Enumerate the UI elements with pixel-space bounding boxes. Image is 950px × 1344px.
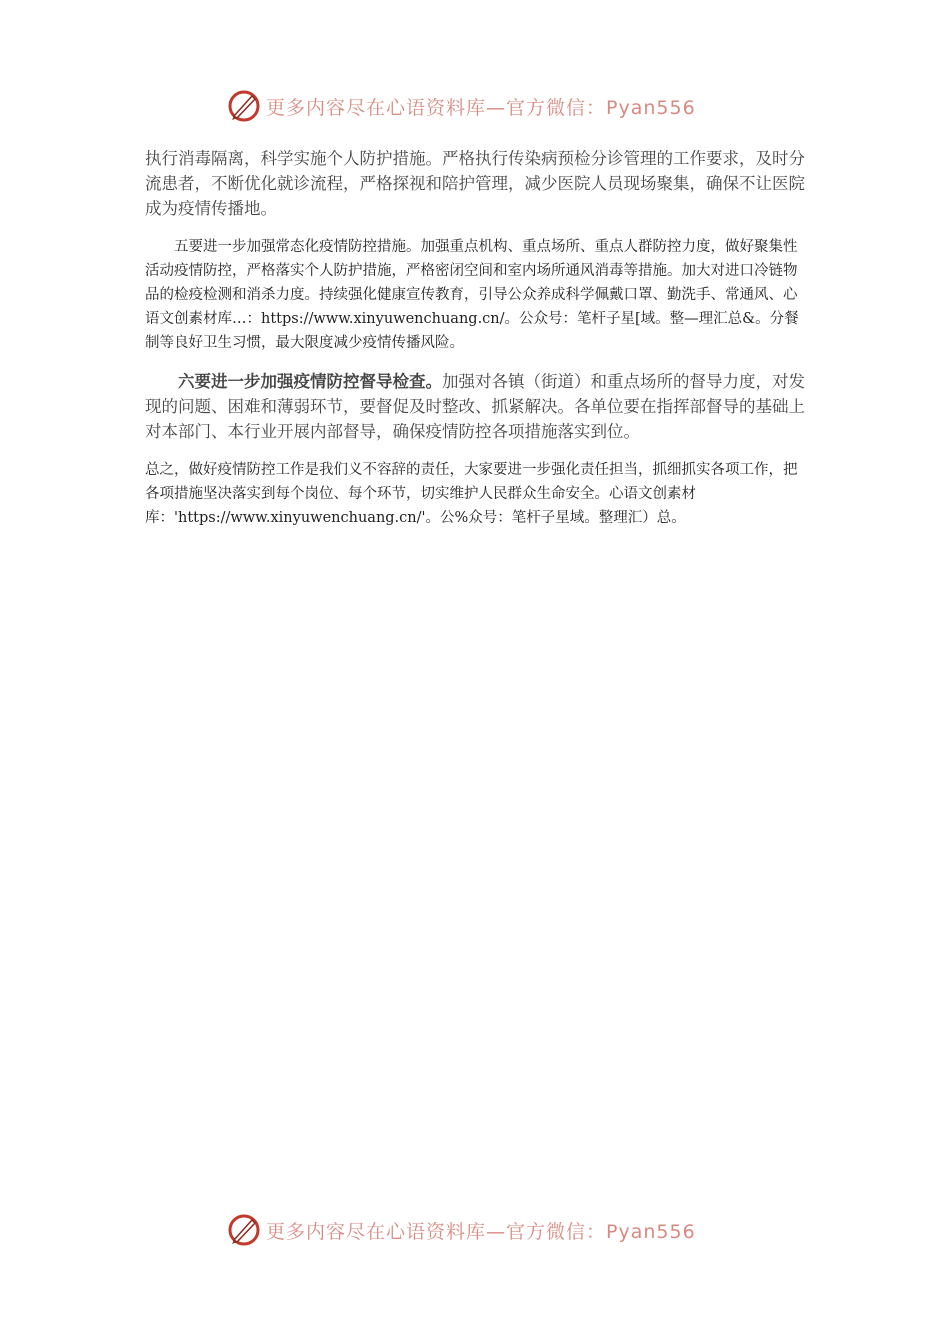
paragraph-3-heading: 六要进一步加强疫情防控督导检查。 xyxy=(178,372,442,391)
paragraph-3 xyxy=(145,369,805,444)
footer-banner-text: 更多内容尽在心语资料库—官方微信：Pyan556 xyxy=(266,1220,696,1243)
pen-logo-icon xyxy=(226,1212,262,1248)
document-body xyxy=(145,146,805,530)
header-banner xyxy=(226,86,746,126)
paragraph-2: 五要进一步加强常态化疫情防控措施。加强重点机构、重点场所、重点人群防控力度，做好聚集性活动疫情防控，严格落实个人防护措施，严格密闭空间和室内场所通风消毒等措施。加大对进口冷链物品的检疫检测和消杀力度。持续强化健康宣传教育，引导公众养成科学佩戴口罩、勤洗手、常通风、心语文创素材库…：https://www.xinyuwenchuang.cn/。公众号：笔杆子星[域。整—理汇总&。分餐制等良好卫生习惯，最大限度减少疫情传播风险。 xyxy=(145,239,799,351)
paragraph-3-text: 加强对各镇（街道）和重点场所的督导力度，对发现的问题、困难和薄弱环节，要督促及时整改、抓紧解决。各单位要在指挥部督导的基础上对本部门、本行业开展内部督导，确保疫情防控各项措施落实到位。 xyxy=(145,372,805,441)
header-banner-text: 更多内容尽在心语资料库—官方微信：Pyan556 xyxy=(266,96,696,119)
footer-banner xyxy=(226,1210,746,1250)
pen-logo-icon xyxy=(226,88,262,124)
paragraph-1: 执行消毒隔离，科学实施个人防护措施。严格执行传染病预检分诊管理的工作要求，及时分流患者，不断优化就诊流程，严格探视和陪护管理，减少医院人员现场聚集，确保不让医院成为疫情传播地。 xyxy=(145,149,805,218)
paragraph-4: 总之，做好疫情防控工作是我们义不容辞的责任，大家要进一步强化责任担当，抓细抓实各项工作，把各项措施坚决落实到每个岗位、每个环节，切实维护人民群众生命安全。心语文创素材库：'https://www.xinyuwenchuang.cn/'。公%众号：笔杆子星域。整理汇）总。 xyxy=(145,462,798,526)
